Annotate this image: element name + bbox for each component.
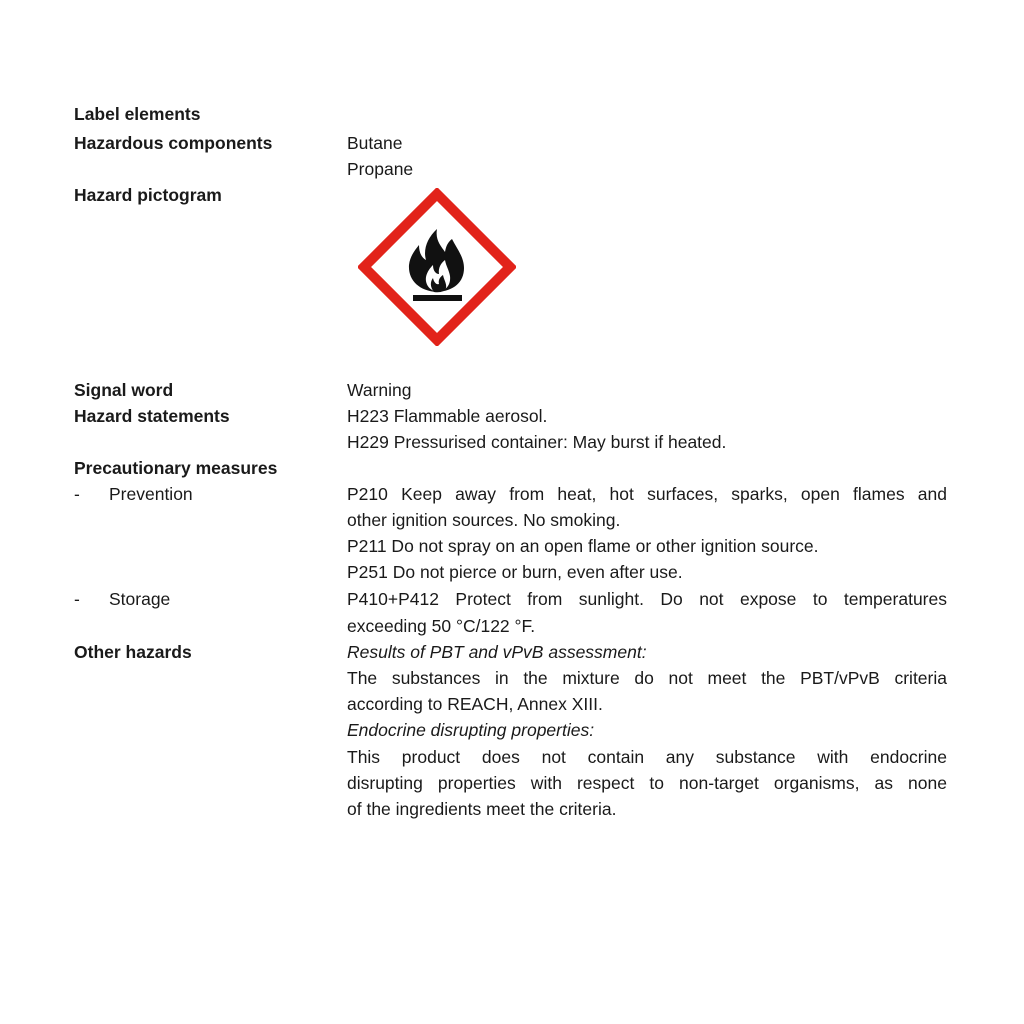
storage-line: P410+P412 Protect from sunlight. Do not expose to temperatures bbox=[347, 589, 947, 609]
endocrine-line: This product does not contain any substance with endocrine bbox=[347, 747, 947, 767]
hazardous-components-label: Hazardous components bbox=[74, 133, 273, 153]
storage-line: exceeding 50 °C/122 °F. bbox=[347, 616, 536, 636]
hazard-statements-label: Hazard statements bbox=[74, 406, 230, 426]
endocrine-heading: Endocrine disrupting properties: bbox=[347, 720, 595, 740]
prevention-line: other ignition sources. No smoking. bbox=[347, 510, 621, 530]
hazardous-component-butane: Butane bbox=[347, 133, 403, 153]
signal-word-label: Signal word bbox=[74, 380, 174, 400]
pbt-assessment-line: according to REACH, Annex XIII. bbox=[347, 694, 603, 714]
hazard-pictogram-label: Hazard pictogram bbox=[74, 185, 222, 205]
hazardous-component-propane: Propane bbox=[347, 159, 414, 179]
storage-dash: - bbox=[74, 589, 80, 609]
flame-icon bbox=[358, 188, 516, 346]
hazard-statement-h223: H223 Flammable aerosol. bbox=[347, 406, 548, 426]
other-hazards-label: Other hazards bbox=[74, 642, 192, 662]
pbt-assessment-heading: Results of PBT and vPvB assessment: bbox=[347, 642, 647, 662]
prevention-line: P211 Do not spray on an open flame or other ignition source. bbox=[347, 536, 819, 556]
endocrine-line: disrupting properties with respect to non-target organisms, as none bbox=[347, 773, 947, 793]
prevention-line: P210 Keep away from heat, hot surfaces, sparks, open flames and bbox=[347, 484, 947, 504]
signal-word-value: Warning bbox=[347, 380, 412, 400]
prevention-label: Prevention bbox=[109, 484, 193, 504]
prevention-dash: - bbox=[74, 484, 80, 504]
pbt-assessment-line: The substances in the mixture do not meet the PBT/vPvB criteria bbox=[347, 668, 947, 688]
hazard-statement-h229: H229 Pressurised container: May burst if heated. bbox=[347, 432, 727, 452]
precautionary-measures-label: Precautionary measures bbox=[74, 458, 278, 478]
storage-label: Storage bbox=[109, 589, 171, 609]
prevention-line: P251 Do not pierce or burn, even after use. bbox=[347, 562, 683, 582]
endocrine-line: of the ingredients meet the criteria. bbox=[347, 799, 617, 819]
label-elements-heading: Label elements bbox=[74, 104, 201, 124]
